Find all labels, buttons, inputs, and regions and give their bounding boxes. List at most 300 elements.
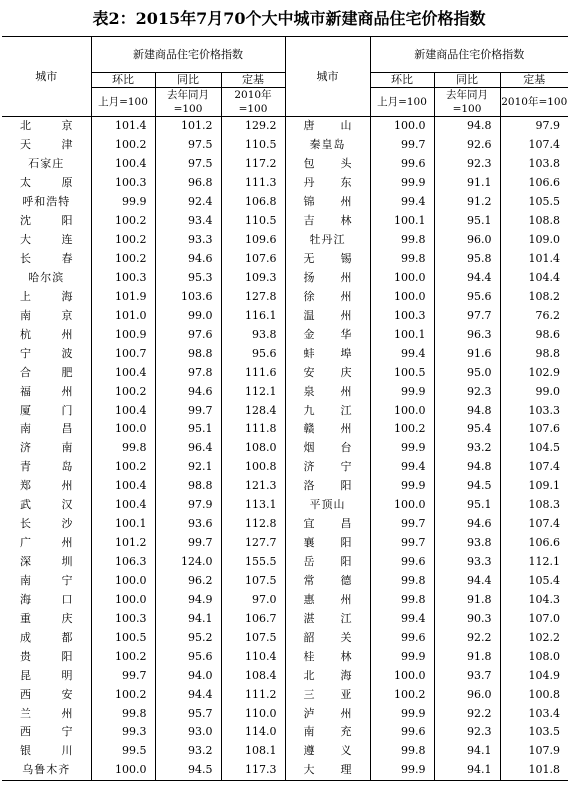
city-name: 北海 [285, 666, 370, 685]
fixed-base-value: 107.4 [500, 136, 568, 155]
yoy-header: 同比 [434, 73, 500, 88]
city-name: 泉州 [285, 382, 370, 401]
mom-value: 100.2 [91, 458, 155, 477]
mom-value: 99.8 [370, 572, 434, 591]
mom-value: 99.8 [91, 704, 155, 723]
fixed-base-header: 定基 [500, 73, 568, 88]
yoy-value: 93.6 [155, 515, 221, 534]
mom-value: 100.3 [91, 174, 155, 193]
mom-value: 100.2 [91, 685, 155, 704]
mom-value: 100.9 [91, 325, 155, 344]
fixed-base-value: 111.3 [221, 174, 285, 193]
fixed-base-value: 111.2 [221, 685, 285, 704]
fixed-base-value: 103.8 [500, 155, 568, 174]
fixed-base-value: 121.3 [221, 477, 285, 496]
table-row [2, 666, 568, 685]
city-name: 南宁 [20, 573, 73, 587]
mom-value: 100.2 [91, 136, 155, 155]
fixed-base-value: 112.1 [221, 382, 285, 401]
city-name: 蚌埠 [285, 344, 370, 363]
mom-value: 100.1 [91, 515, 155, 534]
yoy-value: 95.0 [434, 363, 500, 382]
mom-value: 99.7 [370, 515, 434, 534]
city-name: 烟台 [285, 439, 370, 458]
mom-value: 100.1 [370, 212, 434, 231]
yoy-value: 94.0 [155, 666, 221, 685]
yoy-value: 98.8 [155, 477, 221, 496]
city-name: 济宁 [285, 458, 370, 477]
yoy-value: 96.4 [155, 439, 221, 458]
city-name: 大理 [285, 761, 370, 780]
table-row [2, 250, 568, 269]
city-name: 济南 [20, 441, 73, 455]
city-name: 大连 [20, 233, 73, 247]
yoy-value: 91.1 [434, 174, 500, 193]
yoy-value: 94.8 [434, 458, 500, 477]
fixed-base-value: 105.5 [500, 193, 568, 212]
table-row [2, 306, 568, 325]
mom-value: 99.4 [370, 609, 434, 628]
mom-value: 99.7 [91, 666, 155, 685]
table-row [2, 628, 568, 647]
fixed-base-label: 2010年=100 [221, 88, 285, 117]
fixed-base-value: 112.1 [500, 553, 568, 572]
city-name: 锦州 [285, 193, 370, 212]
yoy-value: 94.5 [155, 761, 221, 780]
table-row [2, 325, 568, 344]
fixed-base-value: 108.2 [500, 287, 568, 306]
yoy-value: 95.3 [155, 269, 221, 288]
city-name: 湛江 [285, 609, 370, 628]
table-row [2, 723, 568, 742]
yoy-value: 97.7 [434, 306, 500, 325]
fixed-base-value: 101.4 [500, 250, 568, 269]
fixed-base-value: 111.8 [221, 420, 285, 439]
city-name: 九江 [285, 401, 370, 420]
city-name: 西宁 [20, 725, 73, 739]
yoy-value: 103.6 [155, 287, 221, 306]
fixed-base-value: 109.1 [500, 477, 568, 496]
mom-value: 100.1 [370, 325, 434, 344]
table-row [2, 685, 568, 704]
mom-value: 99.6 [370, 155, 434, 174]
mom-base-label: 上月=100 [91, 88, 155, 117]
mom-value: 100.4 [91, 496, 155, 515]
fixed-base-value: 100.8 [221, 458, 285, 477]
city-name: 重庆 [20, 611, 73, 625]
city-name: 宜昌 [285, 515, 370, 534]
yoy-value: 92.2 [434, 704, 500, 723]
mom-value: 99.3 [91, 723, 155, 742]
mom-value: 99.5 [91, 742, 155, 761]
fixed-base-value: 107.4 [500, 458, 568, 477]
table-row [2, 382, 568, 401]
city-name: 昆明 [20, 668, 73, 682]
yoy-value: 96.0 [434, 685, 500, 704]
mom-value: 100.0 [370, 287, 434, 306]
yoy-value: 93.2 [434, 439, 500, 458]
mom-header: 环比 [370, 73, 434, 88]
table-row [2, 193, 568, 212]
yoy-value: 95.6 [434, 287, 500, 306]
table-body [2, 117, 568, 781]
city-header-left: 城市 [2, 37, 91, 117]
fixed-base-value: 107.0 [500, 609, 568, 628]
yoy-value: 94.8 [434, 117, 500, 136]
table-row [2, 401, 568, 420]
city-name: 厦门 [20, 403, 73, 417]
fixed-base-value: 103.5 [500, 723, 568, 742]
city-name: 乌鲁木齐 [2, 761, 91, 780]
fixed-base-value: 97.0 [221, 590, 285, 609]
fixed-base-value: 110.4 [221, 647, 285, 666]
table-row [2, 269, 568, 288]
yoy-value: 99.7 [155, 534, 221, 553]
mom-value: 100.4 [91, 401, 155, 420]
price-index-table [2, 36, 568, 781]
index-group-header-right: 新建商品住宅价格指数 [370, 37, 568, 73]
fixed-base-value: 105.4 [500, 572, 568, 591]
city-name: 天津 [20, 138, 73, 152]
mom-value: 100.3 [370, 306, 434, 325]
mom-value: 99.8 [91, 439, 155, 458]
city-name: 南昌 [20, 422, 73, 436]
yoy-value: 91.6 [434, 344, 500, 363]
fixed-base-value: 107.5 [221, 572, 285, 591]
fixed-base-value: 106.7 [221, 609, 285, 628]
fixed-base-value: 107.6 [221, 250, 285, 269]
city-name: 石家庄 [28, 157, 65, 171]
yoy-value: 94.5 [434, 477, 500, 496]
yoy-value: 92.4 [155, 193, 221, 212]
fixed-base-value: 110.5 [221, 212, 285, 231]
mom-value: 99.9 [370, 174, 434, 193]
table-row [2, 477, 568, 496]
yoy-value: 94.8 [434, 401, 500, 420]
table-row [2, 609, 568, 628]
fixed-base-value: 113.1 [221, 496, 285, 515]
yoy-value: 93.7 [434, 666, 500, 685]
city-name: 包头 [285, 155, 370, 174]
table-row [2, 515, 568, 534]
yoy-value: 91.8 [434, 647, 500, 666]
fixed-base-value: 109.0 [500, 231, 568, 250]
yoy-value: 91.8 [434, 590, 500, 609]
city-name: 遵义 [285, 742, 370, 761]
city-name: 郑州 [20, 479, 73, 493]
yoy-value: 97.9 [155, 496, 221, 515]
fixed-base-value: 107.4 [500, 515, 568, 534]
yoy-value: 96.8 [155, 174, 221, 193]
city-name: 南京 [20, 308, 73, 322]
table-row [2, 212, 568, 231]
city-name: 青岛 [20, 460, 73, 474]
fixed-base-value: 116.1 [221, 306, 285, 325]
yoy-value: 124.0 [155, 553, 221, 572]
fixed-base-value: 108.4 [221, 666, 285, 685]
mom-value: 100.2 [91, 250, 155, 269]
yoy-value: 93.3 [434, 553, 500, 572]
city-name: 秦皇岛 [285, 136, 370, 155]
mom-header: 环比 [91, 73, 155, 88]
mom-value: 100.2 [91, 231, 155, 250]
fixed-base-value: 103.3 [500, 401, 568, 420]
yoy-value: 101.2 [155, 117, 221, 136]
fixed-base-value: 104.5 [500, 439, 568, 458]
fixed-base-value: 114.0 [221, 723, 285, 742]
yoy-value: 90.3 [434, 609, 500, 628]
fixed-base-value: 107.6 [500, 420, 568, 439]
mom-value: 100.3 [91, 269, 155, 288]
city-name: 广州 [20, 536, 73, 550]
yoy-value: 93.0 [155, 723, 221, 742]
mom-value: 100.2 [370, 685, 434, 704]
yoy-value: 95.6 [155, 647, 221, 666]
city-name: 韶关 [285, 628, 370, 647]
fixed-base-value: 100.8 [500, 685, 568, 704]
table-row [2, 363, 568, 382]
table-row [2, 704, 568, 723]
mom-value: 106.3 [91, 553, 155, 572]
yoy-value: 94.9 [155, 590, 221, 609]
yoy-value: 93.2 [155, 742, 221, 761]
city-name: 泸州 [285, 704, 370, 723]
yoy-value: 95.7 [155, 704, 221, 723]
city-name: 海口 [20, 592, 73, 606]
yoy-value: 93.8 [434, 534, 500, 553]
table-row [2, 590, 568, 609]
fixed-base-value: 108.1 [221, 742, 285, 761]
fixed-base-value: 102.2 [500, 628, 568, 647]
table-row [2, 761, 568, 780]
mom-value: 100.5 [91, 628, 155, 647]
fixed-base-value: 107.9 [500, 742, 568, 761]
mom-value: 100.0 [370, 401, 434, 420]
table-row [2, 117, 568, 136]
fixed-base-label: 2010年=100 [500, 88, 568, 117]
city-name: 宁波 [20, 346, 73, 360]
mom-value: 100.4 [91, 155, 155, 174]
city-name: 成都 [20, 630, 73, 644]
yoy-value: 94.1 [434, 761, 500, 780]
mom-value: 99.8 [370, 590, 434, 609]
mom-value: 100.2 [91, 647, 155, 666]
city-name: 徐州 [285, 287, 370, 306]
mom-value: 99.9 [370, 647, 434, 666]
yoy-value: 99.0 [155, 306, 221, 325]
table-row [2, 155, 568, 174]
fixed-base-value: 127.8 [221, 287, 285, 306]
mom-value: 100.2 [91, 212, 155, 231]
fixed-base-value: 106.8 [221, 193, 285, 212]
yoy-value: 92.6 [434, 136, 500, 155]
table-row [2, 287, 568, 306]
mom-value: 101.2 [91, 534, 155, 553]
fixed-base-value: 127.7 [221, 534, 285, 553]
fixed-base-value: 99.0 [500, 382, 568, 401]
city-name: 牡丹江 [285, 231, 370, 250]
mom-value: 100.0 [370, 666, 434, 685]
fixed-base-value: 109.6 [221, 231, 285, 250]
city-name: 温州 [285, 306, 370, 325]
table-row [2, 534, 568, 553]
mom-value: 99.6 [370, 723, 434, 742]
mom-value: 100.2 [370, 420, 434, 439]
fixed-base-value: 117.3 [221, 761, 285, 780]
table-row [2, 496, 568, 515]
fixed-base-value: 104.9 [500, 666, 568, 685]
yoy-value: 98.8 [155, 344, 221, 363]
yoy-value: 94.6 [434, 515, 500, 534]
mom-value: 100.0 [370, 496, 434, 515]
mom-value: 100.7 [91, 344, 155, 363]
table-row [2, 572, 568, 591]
fixed-base-value: 101.8 [500, 761, 568, 780]
city-name: 银川 [20, 744, 73, 758]
fixed-base-value: 97.9 [500, 117, 568, 136]
mom-base-label: 上月=100 [370, 88, 434, 117]
yoy-value: 97.5 [155, 136, 221, 155]
fixed-base-header: 定基 [221, 73, 285, 88]
yoy-value: 94.4 [434, 572, 500, 591]
table-row [2, 458, 568, 477]
fixed-base-value: 108.0 [500, 647, 568, 666]
city-name: 哈尔滨 [28, 270, 65, 284]
fixed-base-value: 76.2 [500, 306, 568, 325]
city-name: 合肥 [20, 365, 73, 379]
city-name: 南充 [285, 723, 370, 742]
yoy-value: 95.4 [434, 420, 500, 439]
mom-value: 99.8 [370, 250, 434, 269]
fixed-base-value: 129.2 [221, 117, 285, 136]
table-row [2, 136, 568, 155]
fixed-base-value: 108.3 [500, 496, 568, 515]
city-name: 杭州 [20, 327, 73, 341]
mom-value: 100.4 [91, 363, 155, 382]
fixed-base-value: 104.3 [500, 590, 568, 609]
yoy-value: 92.3 [434, 382, 500, 401]
mom-value: 100.5 [370, 363, 434, 382]
yoy-value: 94.6 [155, 382, 221, 401]
yoy-value: 94.1 [155, 609, 221, 628]
table-row [2, 553, 568, 572]
yoy-value: 95.2 [155, 628, 221, 647]
fixed-base-value: 107.5 [221, 628, 285, 647]
mom-value: 101.9 [91, 287, 155, 306]
city-name: 深圳 [20, 555, 73, 569]
yoy-value: 99.7 [155, 401, 221, 420]
yoy-value: 97.5 [155, 155, 221, 174]
fixed-base-value: 155.5 [221, 553, 285, 572]
city-name: 无锡 [285, 250, 370, 269]
city-name: 桂林 [285, 647, 370, 666]
yoy-value: 97.8 [155, 363, 221, 382]
yoy-value: 95.1 [155, 420, 221, 439]
mom-value: 99.8 [370, 231, 434, 250]
yoy-base-label: 去年同月=100 [155, 88, 221, 117]
yoy-base-label: 去年同月=100 [434, 88, 500, 117]
yoy-value: 92.3 [434, 723, 500, 742]
city-name: 长沙 [20, 517, 73, 531]
city-name: 北京 [20, 119, 73, 133]
yoy-value: 93.4 [155, 212, 221, 231]
table-row [2, 231, 568, 250]
fixed-base-value: 106.6 [500, 534, 568, 553]
yoy-value: 96.0 [434, 231, 500, 250]
yoy-value: 94.1 [434, 742, 500, 761]
fixed-base-value: 106.6 [500, 174, 568, 193]
yoy-value: 95.1 [434, 212, 500, 231]
mom-value: 99.9 [370, 382, 434, 401]
table-row [2, 742, 568, 761]
city-name: 常德 [285, 572, 370, 591]
city-name: 丹东 [285, 174, 370, 193]
yoy-value: 94.4 [155, 685, 221, 704]
mom-value: 99.9 [370, 439, 434, 458]
yoy-value: 95.1 [434, 496, 500, 515]
yoy-value: 96.3 [434, 325, 500, 344]
mom-value: 99.4 [370, 458, 434, 477]
mom-value: 99.9 [91, 193, 155, 212]
fixed-base-value: 117.2 [221, 155, 285, 174]
city-name: 福州 [20, 384, 73, 398]
fixed-base-value: 111.6 [221, 363, 285, 382]
table-row [2, 344, 568, 363]
city-name: 长春 [20, 252, 73, 266]
mom-value: 101.0 [91, 306, 155, 325]
city-name: 惠州 [285, 590, 370, 609]
yoy-header: 同比 [155, 73, 221, 88]
mom-value: 99.9 [370, 761, 434, 780]
city-name: 金华 [285, 325, 370, 344]
yoy-value: 94.6 [155, 250, 221, 269]
table-row [2, 174, 568, 193]
fixed-base-value: 109.3 [221, 269, 285, 288]
yoy-value: 92.2 [434, 628, 500, 647]
mom-value: 100.0 [91, 590, 155, 609]
mom-value: 99.7 [370, 136, 434, 155]
fixed-base-value: 112.8 [221, 515, 285, 534]
mom-value: 99.9 [370, 704, 434, 723]
yoy-value: 94.4 [434, 269, 500, 288]
city-name: 兰州 [20, 706, 73, 720]
city-name: 太原 [20, 176, 73, 190]
yoy-value: 92.1 [155, 458, 221, 477]
city-name: 吉林 [285, 212, 370, 231]
mom-value: 100.0 [91, 572, 155, 591]
fixed-base-value: 108.8 [500, 212, 568, 231]
mom-value: 100.2 [91, 382, 155, 401]
fixed-base-value: 128.4 [221, 401, 285, 420]
mom-value: 99.4 [370, 344, 434, 363]
city-name: 唐山 [285, 117, 370, 136]
fixed-base-value: 104.4 [500, 269, 568, 288]
mom-value: 100.0 [370, 269, 434, 288]
fixed-base-value: 110.5 [221, 136, 285, 155]
fixed-base-value: 110.0 [221, 704, 285, 723]
city-name: 岳阳 [285, 553, 370, 572]
mom-value: 99.9 [370, 477, 434, 496]
yoy-value: 97.6 [155, 325, 221, 344]
city-name: 安庆 [285, 363, 370, 382]
index-group-header-left: 新建商品住宅价格指数 [91, 37, 285, 73]
city-name: 三亚 [285, 685, 370, 704]
yoy-value: 95.8 [434, 250, 500, 269]
mom-value: 99.4 [370, 193, 434, 212]
fixed-base-value: 95.6 [221, 344, 285, 363]
mom-value: 99.8 [370, 742, 434, 761]
mom-value: 99.7 [370, 534, 434, 553]
